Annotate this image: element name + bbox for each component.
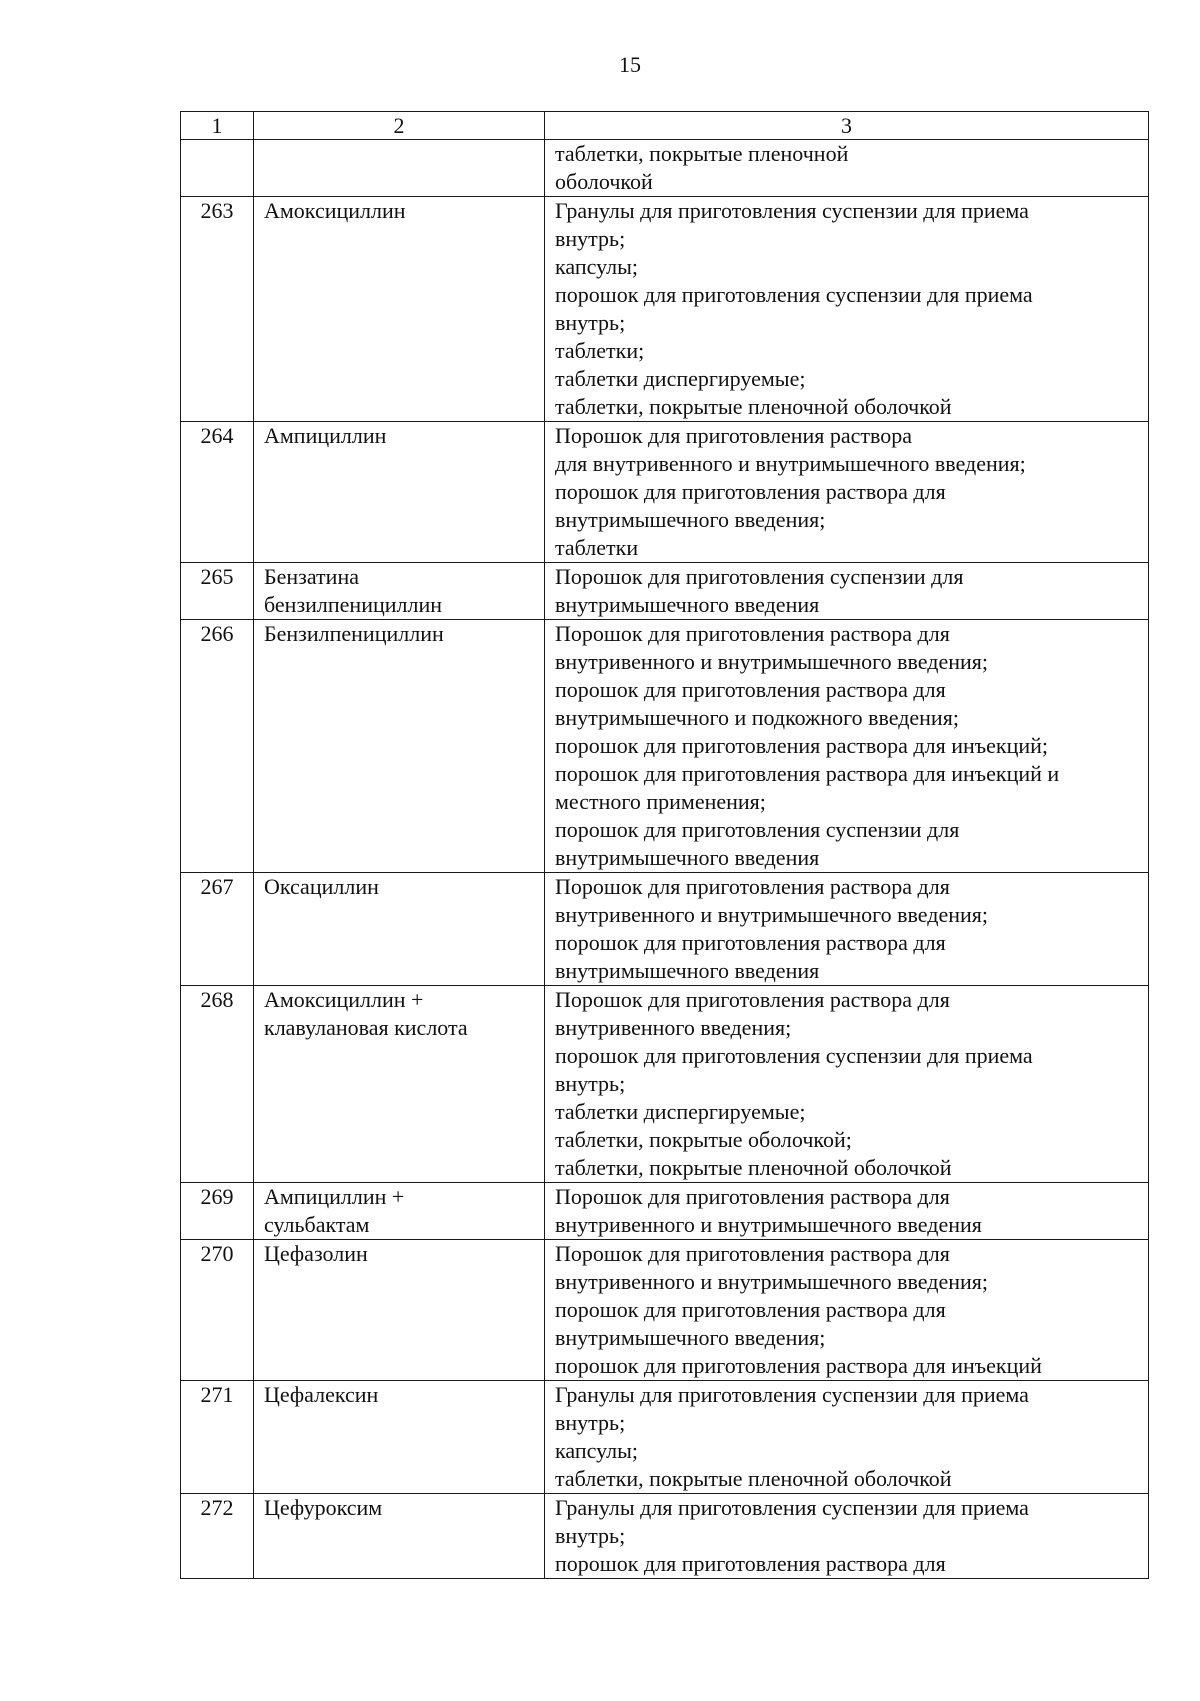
dosage-forms xyxy=(545,140,1149,197)
dosage-form-line: таблетки; xyxy=(555,338,645,363)
dosage-form-line: Порошок для приготовления раствора xyxy=(555,423,913,448)
row-number: 263 xyxy=(181,197,254,422)
dosage-forms xyxy=(545,422,1149,563)
drug-name-line: Амоксициллин xyxy=(264,198,406,223)
table-row xyxy=(181,873,1149,986)
dosage-form-line: Порошок для приготовления раствора для xyxy=(555,874,950,899)
dosage-form-line: внутримышечного введения xyxy=(555,845,820,870)
table-body xyxy=(181,140,1149,1579)
row-number: 264 xyxy=(181,422,254,563)
column-header-dosage-forms: 3 xyxy=(545,112,1149,140)
dosage-form-line: оболочкой xyxy=(555,169,653,194)
dosage-forms xyxy=(545,197,1149,422)
dosage-form-line: Гранулы для приготовления суспензии для приема xyxy=(555,1495,1029,1520)
dosage-forms xyxy=(545,1240,1149,1381)
drug-name-line: Бензатина xyxy=(264,564,359,589)
row-number xyxy=(181,140,254,197)
table-row xyxy=(181,1183,1149,1240)
dosage-form-line: таблетки, покрытые пленочной оболочкой xyxy=(555,394,952,419)
dosage-form-line: внутримышечного введения xyxy=(555,958,820,983)
dosage-form-line: капсулы; xyxy=(555,254,638,279)
dosage-form-line: Гранулы для приготовления суспензии для приема xyxy=(555,1382,1029,1407)
table-row xyxy=(181,1240,1149,1381)
row-number: 271 xyxy=(181,1381,254,1494)
row-number: 268 xyxy=(181,986,254,1183)
row-number: 266 xyxy=(181,620,254,873)
dosage-form-line: порошок для приготовления раствора для инъекций и xyxy=(555,761,1060,786)
dosage-form-line: таблетки, покрытые пленочной оболочкой xyxy=(555,1155,952,1180)
drug-name-line: Цефалексин xyxy=(264,1382,379,1407)
dosage-form-line: Порошок для приготовления раствора для xyxy=(555,621,950,646)
drug-name xyxy=(254,1183,545,1240)
drug-name xyxy=(254,422,545,563)
medicines-table xyxy=(180,111,1149,1579)
dosage-forms xyxy=(545,986,1149,1183)
dosage-form-line: внутривенного и внутримышечного введения; xyxy=(555,649,988,674)
dosage-form-line: порошок для приготовления раствора для xyxy=(555,677,946,702)
dosage-form-line: таблетки диспергируемые; xyxy=(555,1099,806,1124)
dosage-form-line: местного применения; xyxy=(555,789,766,814)
table-row xyxy=(181,620,1149,873)
dosage-form-line: таблетки, покрытые оболочкой; xyxy=(555,1127,852,1152)
dosage-form-line: порошок для приготовления раствора для инъекций; xyxy=(555,733,1049,758)
dosage-form-line: внутривенного и внутримышечного введения xyxy=(555,1212,982,1237)
dosage-forms xyxy=(545,873,1149,986)
drug-name-line: Ампициллин xyxy=(264,423,387,448)
dosage-form-line: Порошок для приготовления раствора для xyxy=(555,1184,950,1209)
dosage-form-line: порошок для приготовления суспензии для приема xyxy=(555,1043,1033,1068)
dosage-form-line: внутрь; xyxy=(555,226,626,251)
row-number: 270 xyxy=(181,1240,254,1381)
dosage-form-line: таблетки диспергируемые; xyxy=(555,366,806,391)
dosage-form-line: внутривенного введения; xyxy=(555,1015,792,1040)
drug-name-line: Бензилпенициллин xyxy=(264,621,444,646)
dosage-form-line: порошок для приготовления раствора для инъекций xyxy=(555,1353,1042,1378)
dosage-form-line: внутримышечного введения; xyxy=(555,507,826,532)
row-number: 265 xyxy=(181,563,254,620)
row-number: 272 xyxy=(181,1494,254,1579)
dosage-form-line: внутрь; xyxy=(555,1410,626,1435)
dosage-form-line: порошок для приготовления раствора для xyxy=(555,930,946,955)
table-header-row xyxy=(181,112,1149,140)
table-row xyxy=(181,197,1149,422)
drug-name-line: сульбактам xyxy=(264,1212,370,1237)
dosage-form-line: внутрь; xyxy=(555,310,626,335)
dosage-form-line: для внутривенного и внутримышечного введения; xyxy=(555,451,1026,476)
drug-name xyxy=(254,986,545,1183)
drug-name xyxy=(254,140,545,197)
column-header-number: 1 xyxy=(181,112,254,140)
dosage-form-line: порошок для приготовления раствора для xyxy=(555,479,946,504)
dosage-form-line: таблетки, покрытые пленочной оболочкой xyxy=(555,1466,952,1491)
drug-name xyxy=(254,563,545,620)
drug-name-line: клавулановая кислота xyxy=(264,1015,468,1040)
dosage-form-line: таблетки xyxy=(555,535,639,560)
table-row xyxy=(181,563,1149,620)
row-number: 269 xyxy=(181,1183,254,1240)
drug-name xyxy=(254,1494,545,1579)
dosage-form-line: Порошок для приготовления раствора для xyxy=(555,987,950,1012)
table-row xyxy=(181,1494,1149,1579)
table-row xyxy=(181,1381,1149,1494)
dosage-form-line: Гранулы для приготовления суспензии для приема xyxy=(555,198,1029,223)
dosage-form-line: внутрь; xyxy=(555,1523,626,1548)
drug-name-line: Ампициллин + xyxy=(264,1184,405,1209)
dosage-form-line: таблетки, покрытые пленочной xyxy=(555,141,849,166)
dosage-form-line: внутривенного и внутримышечного введения; xyxy=(555,902,988,927)
table-row xyxy=(181,422,1149,563)
drug-name xyxy=(254,1240,545,1381)
drug-name xyxy=(254,620,545,873)
dosage-form-line: внутримышечного введения; xyxy=(555,1325,826,1350)
dosage-form-line: порошок для приготовления раствора для xyxy=(555,1551,946,1576)
table-row xyxy=(181,986,1149,1183)
drug-name xyxy=(254,873,545,986)
drug-name-line: Оксациллин xyxy=(264,874,379,899)
dosage-forms xyxy=(545,563,1149,620)
dosage-form-line: внутримышечного и подкожного введения; xyxy=(555,705,959,730)
dosage-form-line: порошок для приготовления суспензии для xyxy=(555,817,960,842)
dosage-form-line: внутрь; xyxy=(555,1071,626,1096)
drug-name xyxy=(254,1381,545,1494)
dosage-form-line: капсулы; xyxy=(555,1438,638,1463)
column-header-name: 2 xyxy=(254,112,545,140)
dosage-forms xyxy=(545,1381,1149,1494)
dosage-forms xyxy=(545,1183,1149,1240)
drug-name-line: Амоксициллин + xyxy=(264,987,424,1012)
dosage-form-line: внутримышечного введения xyxy=(555,592,820,617)
drug-name-line: Цефазолин xyxy=(264,1241,368,1266)
page-number: 15 xyxy=(619,52,641,77)
dosage-forms xyxy=(545,1494,1149,1579)
drug-name-line: Цефуроксим xyxy=(264,1495,383,1520)
dosage-form-line: Порошок для приготовления суспензии для xyxy=(555,564,964,589)
dosage-form-line: Порошок для приготовления раствора для xyxy=(555,1241,950,1266)
dosage-form-line: порошок для приготовления суспензии для приема xyxy=(555,282,1033,307)
dosage-forms xyxy=(545,620,1149,873)
drug-name xyxy=(254,197,545,422)
dosage-form-line: внутривенного и внутримышечного введения; xyxy=(555,1269,988,1294)
dosage-form-line: порошок для приготовления раствора для xyxy=(555,1297,946,1322)
drug-name-line: бензилпенициллин xyxy=(264,592,443,617)
row-number: 267 xyxy=(181,873,254,986)
table-row xyxy=(181,140,1149,197)
